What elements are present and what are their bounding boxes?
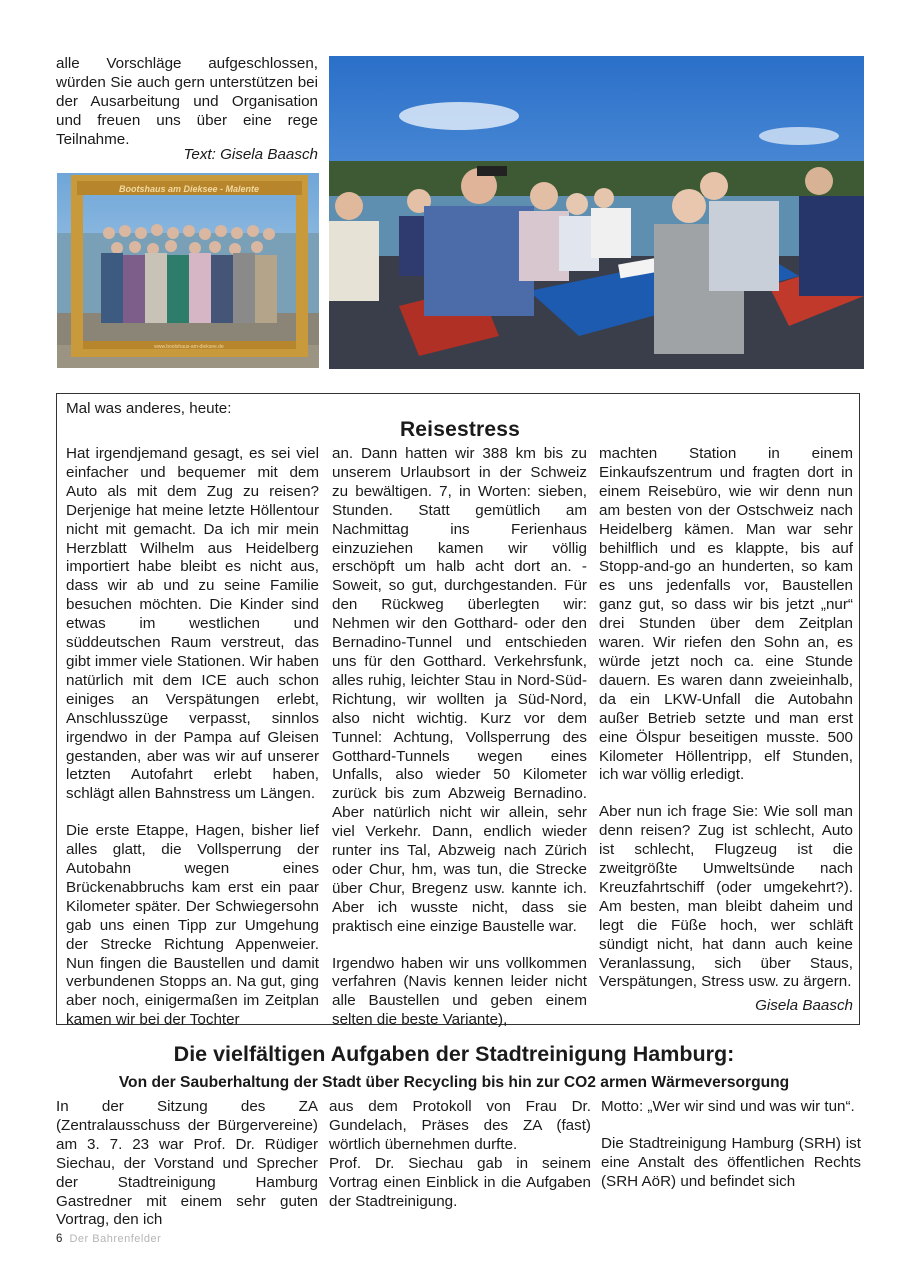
photo-group-frame	[57, 173, 319, 368]
article-column-1	[66, 445, 319, 1048]
article-column-2	[332, 445, 587, 1048]
intro-credit: Text: Gisela Baasch	[183, 146, 318, 163]
paragraph: Prof. Dr. Siechau gab in seinem Vortrag einen Einblick in die Aufgaben der Stadtreinigung.	[329, 1154, 591, 1210]
article-author: Gisela Baasch	[755, 997, 853, 1014]
intro-paragraph: alle Vorschläge aufgeschlossen, würden Sie auch gern unterstützen bei der Ausarbeitung und Organisation und freuen uns über eine rege Teilnahme.	[56, 55, 318, 148]
bottom-article-title: Die vielfältigen Aufgaben der Stadtreinigung Hamburg:	[173, 1042, 735, 1066]
paragraph: Aber nun ich frage Sie: Wie soll man denn reisen? Zug ist schlecht, Auto ist schlecht, Flugzeug ist die zweitgrößte Umweltsünde nach Kreuzfahrtschiff (oder umgekehrt?). Am besten, man bleibt daheim und legt die Füße hoch, wer schläft sündigt nicht, hat dann auch keine Veranlassung, sich über Staus, Verspätungen, Stress usw. zu ärgern.	[599, 803, 853, 991]
paragraph: Die Stadtreinigung Hamburg (SRH) ist eine Anstalt des öffentlichen Rechts (SRH AöR) und befindet sich	[601, 1134, 861, 1190]
paragraph: aus dem Protokoll von Frau Dr. Gundelach, Präses des ZA (fast) wörtlich übernehmen durfte.	[329, 1098, 591, 1153]
bottom-column-2	[329, 1098, 591, 1211]
bottom-column-3	[601, 1098, 861, 1210]
paragraph: Hat irgendjemand gesagt, es sei viel einfacher und bequemer mit dem Auto als mit dem Zug zu reisen? Derjenige hat meine letzte Höllentour nicht mit gemacht. Da ich mir mein Herzblatt Wilhelm aus Heidelberg importiert habe bleibt es nicht aus, dass wir ab und zu seine Familie besuchen möchten. Die Kinder sind etwas im westlichen und süddeutschen Raum verstreut, das gibt immer viele Stationen. Wir haben natürlich mit dem ICE auch schon einiges an Verspätungen erlebt, Anschlusszüge verpasst, sinnlos irgendwo in der Pampa auf Gleisen gestanden, aber was wir auf unserer letzten Autofahrt erlebt haben, schlägt allen Bahnstress um Längen.	[66, 445, 319, 803]
article-column-3	[599, 445, 853, 1010]
paragraph: an. Dann hatten wir 388 km bis zu unserem Urlaubsort in der Schweiz zu bewältigen. 7, in Worten: sieben, Stunden. Statt gemütlich am Nachmittag ins Ferienhaus einzuziehen kamen wir völlig erschöpft um halb acht dort an. - Soweit, so gut, durchgestanden. Für den Rückweg überlegten wir: Nehmen wir den Gotthard- oder den Bernadino-Tunnel und entschieden uns für den Gotthard. Verkehrsfunk, alles ruhig, leichter Stau in Nord-Süd-Richtung, wir wollten ja Süd-Nord, also nicht wichtig. Kurz vor dem Tunnel: Achtung, Vollsperrung des Gotthard-Tunnels wegen eines Unfalls, also wieder 50 Kilometer zurück bis zum Abzweig Bernadino. Aber natürlich nicht wir allein, sehr viel Verkehr. Dann, endlich wieder runter ins Tal, Abzweig nach Zürich oder Chur, hm, was tun, die Strecke über Chur, Bregenz usw. kannte ich. Aber ich wusste nicht, dass sie praktisch eine einzige Baustelle war.	[332, 445, 587, 935]
paragraph: Motto: „Wer wir sind und was wir tun“.	[601, 1098, 855, 1115]
paragraph: machten Station in einem Einkaufszentrum und fragten dort in einem Reisebüro, wie wir denn nun am besten von der Ostschweiz nach Heidelberg kämen. Man war sehr behilflich und es klappte, bis auf Stopp-and-go an hunderten, so kam es uns jedenfalls vor, Baustellen ganz gut, so dass wir bis jetzt „nur“ drei Stunden über dem Zeitplan waren. Wir riefen den Sohn an, es würde jetzt noch ca. eine Stunde dauern. Es waren dann zweieinhalb, da ein LKW-Unfall die Autobahn außer Betrieb setzte und man erst eine Ölspur beseitigen musste. 500 Kilometer Höllentripp, elf Stunden, ich war völlig erledigt.	[599, 445, 853, 784]
bottom-article-subtitle: Von der Sauberhaltung der Stadt über Recycling bis hin zur CO2 armen Wärmeversorgung	[118, 1074, 790, 1091]
paragraph: In der Sitzung des ZA (Zentralausschuss der Bürgervereine) am 3. 7. 23 war Prof. Dr. Rüdiger Siechau, der Vorstand und Sprecher der Stadtreinigung Hamburg Gastredner mit einem sehr guten Vortrag, den ich	[56, 1098, 318, 1229]
photo-boat-deck	[329, 56, 864, 369]
page-footer	[56, 1233, 161, 1245]
publication-name: Der Bahrenfelder	[69, 1233, 162, 1245]
paragraph: Die erste Etappe, Hagen, bisher lief alles glatt, die Vollsperrung der Autobahn wegen eines Brückenabbruchs kam erst ein paar Kilometer später. Der Schwiegersohn gab uns einen Tipp zur Umgehung der Strecke Richtung Appenweier. Nun fingen die Baustellen und damit verbundenen Stopps an. Na gut, ging aber noch, einigermaßen im Zeitplan kamen wir bei der Tochter	[66, 822, 319, 1029]
sign-bottom-text: www.bootshaus-am-dieksee.de	[154, 344, 224, 350]
article-title: Reisestress	[399, 418, 521, 441]
sign-text: Bootshaus am Dieksee - Malente	[118, 184, 260, 194]
article-kicker: Mal was anderes, heute:	[66, 400, 232, 417]
page-number: 6	[56, 1233, 63, 1245]
paragraph: Irgendwo haben wir uns vollkommen verfahren (Navis kennen leider nicht alle Baustellen und geben einem selten die beste Variante),	[332, 954, 587, 1029]
bottom-column-1	[56, 1098, 318, 1230]
